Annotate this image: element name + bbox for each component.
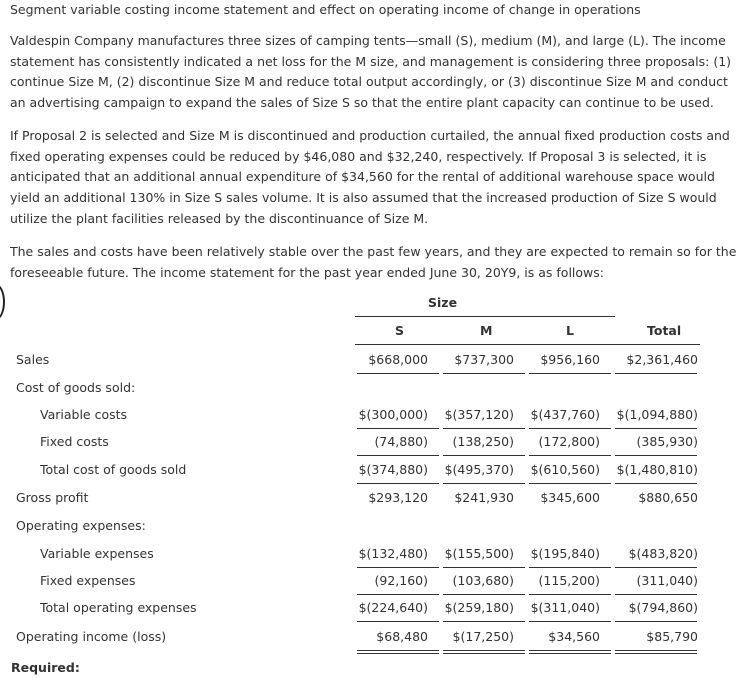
row-label: Fixed costs (40, 434, 109, 449)
cell-underline (443, 428, 525, 429)
cell-underline (357, 455, 439, 456)
cell-underline (357, 373, 439, 374)
cell-l: $345,600 (540, 490, 600, 505)
cell-s: $(132,480) (358, 546, 428, 561)
cell-s: $(300,000) (358, 407, 428, 422)
table-row-variable-costs (0, 406, 752, 433)
cell-underline (529, 650, 611, 651)
cell-underline (443, 455, 525, 456)
cell-underline (529, 567, 611, 568)
table-row-total-opex (0, 599, 752, 626)
cell-total: $(794,860) (628, 600, 698, 615)
cell-underline (615, 483, 697, 484)
table-row-operating-income (0, 628, 752, 655)
cell-double-underline (443, 653, 525, 654)
row-label: Operating expenses: (16, 518, 146, 533)
cell-underline (357, 621, 439, 622)
cell-double-underline (529, 653, 611, 654)
cell-underline (443, 650, 525, 651)
row-label: Variable expenses (40, 546, 154, 561)
size-group-rule (355, 316, 615, 317)
column-header-total: Total (647, 323, 682, 338)
cell-underline (443, 594, 525, 595)
cell-underline (529, 594, 611, 595)
cell-l: $(311,040) (530, 600, 600, 615)
cell-underline (529, 373, 611, 374)
intro-paragraph: Valdespin Company manufactures three sizes of camping tents—small (S), medium (M), and large (L). The income statement has consistently indicated a net loss for the M size, and management is considering three proposals: (1) continue Size M, (2) discontinue Size M and reduce total output accordingly, or (3) discontinue Size M and conduct an advertising campaign to expand the sales of Size S so that the entire plant capacity can continue to be used. (10, 33, 732, 111)
cell-s: (74,880) (374, 434, 428, 449)
cell-l: $(610,560) (530, 462, 600, 477)
cell-underline (529, 621, 611, 622)
cell-total: $(1,480,810) (616, 462, 698, 477)
cell-m: $(495,370) (444, 462, 514, 477)
cell-total: (385,930) (636, 434, 698, 449)
cell-underline (443, 373, 525, 374)
cell-total: $85,790 (646, 629, 698, 644)
cell-total: $880,650 (638, 490, 698, 505)
statement-intro-paragraph: The sales and costs have been relatively stable over the past few years, and they are expected to remain so for the foreseeable future. The income statement for the past year ended June 30, 20Y9, is as follows: (10, 244, 737, 280)
cell-underline (357, 428, 439, 429)
row-label: Fixed expenses (40, 573, 136, 588)
cell-underline (615, 650, 697, 651)
table-row-opex-heading (0, 517, 752, 544)
cell-underline (529, 483, 611, 484)
cell-l: $(195,840) (530, 546, 600, 561)
cell-total: $(483,820) (628, 546, 698, 561)
cell-underline (615, 428, 697, 429)
column-header-s: S (395, 323, 405, 338)
row-label: Sales (16, 352, 50, 367)
cell-m: $737,300 (454, 352, 514, 367)
table-row-fixed-expenses (0, 572, 752, 599)
cell-l: $(437,760) (530, 407, 600, 422)
cell-m: $(357,120) (444, 407, 514, 422)
cell-double-underline (615, 653, 697, 654)
cell-m: $(155,500) (444, 546, 514, 561)
cell-s: $(224,640) (358, 600, 428, 615)
size-group-header: Size (428, 295, 458, 310)
cell-underline (615, 567, 697, 568)
cell-total: $2,361,460 (626, 352, 698, 367)
cell-l: (115,200) (538, 573, 600, 588)
cell-total: $(1,094,880) (616, 407, 698, 422)
problem-title: Segment variable costing income statement and effect on operating income of change in operations (10, 2, 641, 17)
cell-total: (311,040) (636, 573, 698, 588)
proposals-paragraph: If Proposal 2 is selected and Size M is discontinued and production curtailed, the annual fixed production costs and fixed operating expenses could be reduced by $46,080 and $32,240, respectively. If Proposal 3 is selected, it is anticipated that an additional annual expenditure of $34,560 for the rental of additional warehouse space would yield an additional 130% in Size S sales volume. It is also assumed that the increased production of Size S would utilize the plant facilities released by the discontinuance of Size M. (10, 128, 730, 226)
cell-m: $(17,250) (452, 629, 514, 644)
cell-l: $956,160 (540, 352, 600, 367)
header-rule (355, 344, 700, 345)
cell-underline (357, 567, 439, 568)
required-heading: Required: (11, 660, 80, 675)
table-row-cogs-heading (0, 379, 752, 406)
column-header-l: L (566, 323, 574, 338)
cell-underline (529, 428, 611, 429)
cell-s: $68,480 (376, 629, 428, 644)
cell-m: $241,930 (454, 490, 514, 505)
row-label: Operating income (loss) (16, 629, 167, 644)
cell-l: $34,560 (548, 629, 600, 644)
cell-underline (615, 373, 697, 374)
table-row-fixed-costs (0, 433, 752, 460)
cell-s: $(374,880) (358, 462, 428, 477)
cell-double-underline (357, 653, 439, 654)
row-label: Total cost of goods sold (40, 462, 187, 477)
table-row-gross-profit (0, 489, 752, 516)
left-edge-marker (0, 284, 5, 320)
cell-underline (443, 621, 525, 622)
cell-s: $293,120 (368, 490, 428, 505)
cell-m: $(259,180) (444, 600, 514, 615)
cell-s: (92,160) (374, 573, 428, 588)
table-row-sales (0, 351, 752, 378)
cell-m: (138,250) (452, 434, 514, 449)
row-label: Cost of goods sold: (16, 380, 136, 395)
cell-l: (172,800) (538, 434, 600, 449)
row-label: Total operating expenses (40, 600, 197, 615)
column-header-m: M (480, 323, 493, 338)
cell-underline (357, 594, 439, 595)
cell-underline (615, 621, 697, 622)
table-row-variable-expenses (0, 545, 752, 572)
cell-underline (443, 567, 525, 568)
table-row-total-cogs (0, 461, 752, 488)
cell-m: (103,680) (452, 573, 514, 588)
cell-underline (357, 650, 439, 651)
cell-underline (615, 594, 697, 595)
cell-underline (443, 483, 525, 484)
row-label: Variable costs (40, 407, 128, 422)
cell-underline (357, 483, 439, 484)
row-label: Gross profit (16, 490, 89, 505)
cell-underline (529, 455, 611, 456)
cell-underline (615, 455, 697, 456)
cell-s: $668,000 (368, 352, 428, 367)
